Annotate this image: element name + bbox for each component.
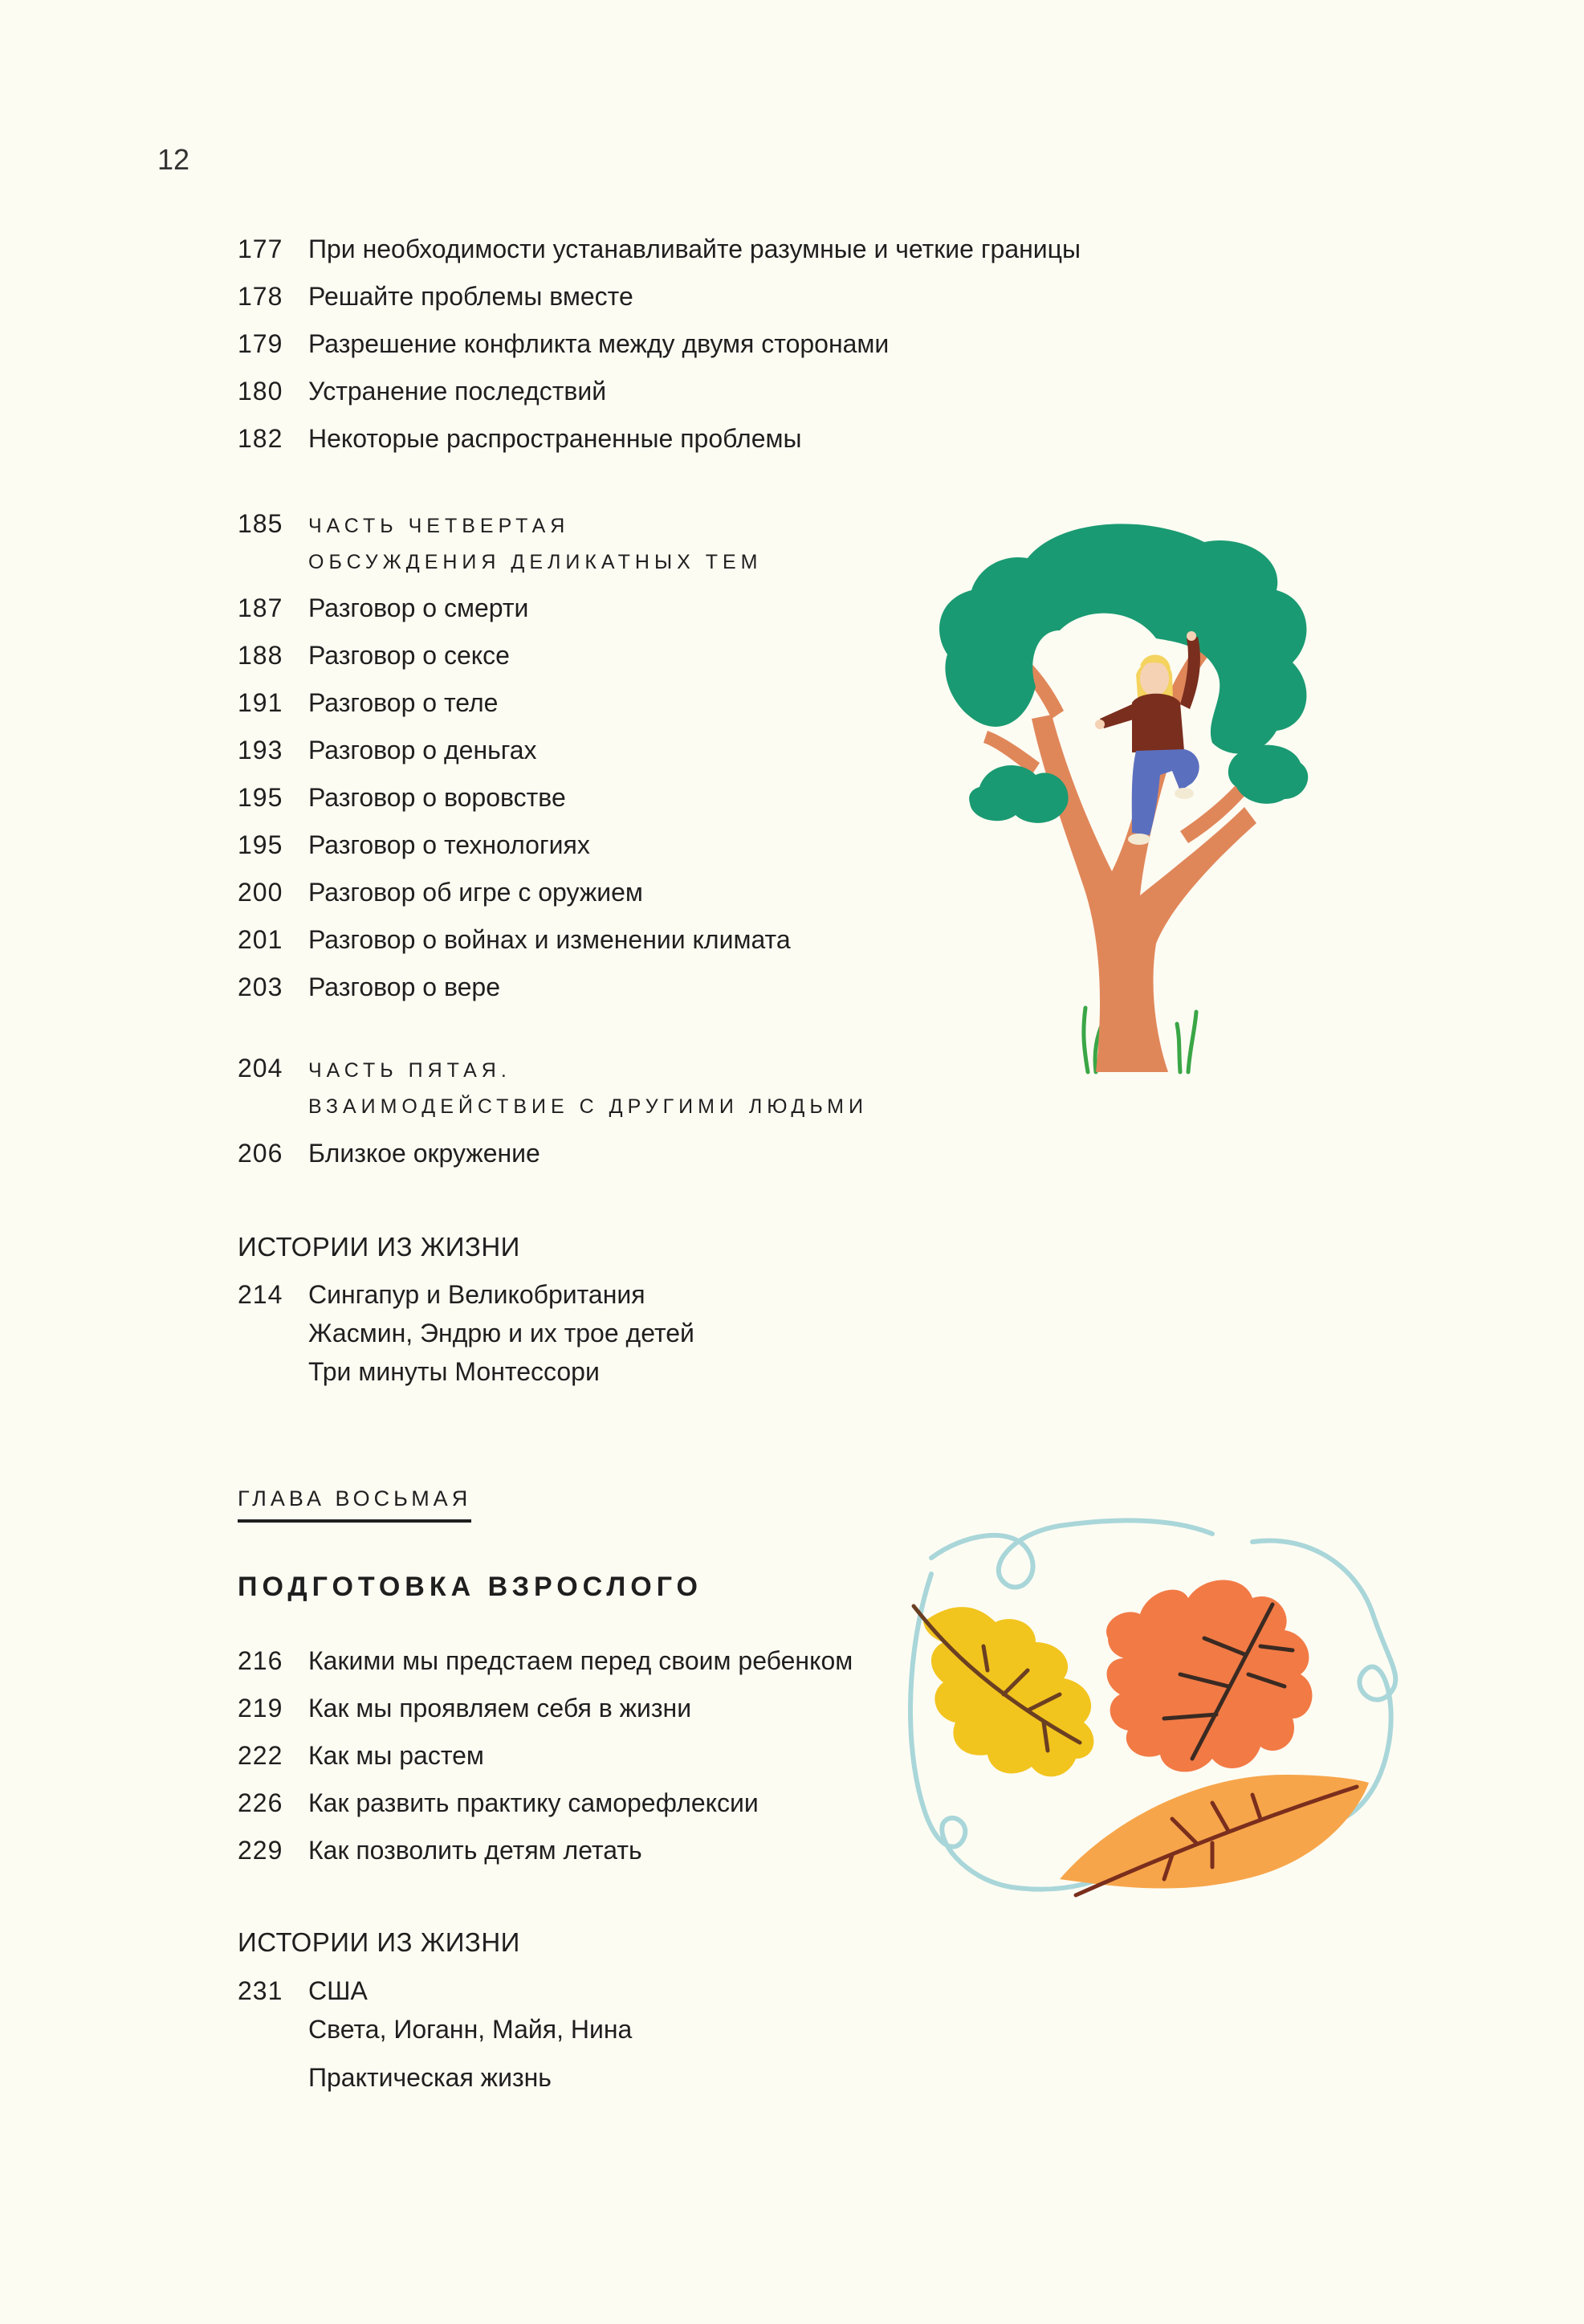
toc-entry: 201 Разговор о войнах и изменении климата — [238, 925, 791, 954]
toc-entry: 229 Как позволить детям летать — [238, 1836, 642, 1865]
toc-entry: 177 При необходимости устанавливайте разумные и четкие границы — [238, 234, 1081, 263]
story-line: Жасмин, Эндрю и их трое детей — [308, 1319, 694, 1348]
part-five-heading: 204 ЧАСТЬ ПЯТАЯ. — [238, 1054, 511, 1082]
leaves-illustration — [907, 1502, 1453, 1951]
stories-heading: ИСТОРИИ ИЗ ЖИЗНИ — [238, 1927, 520, 1957]
yellow-oak-leaf-icon — [914, 1606, 1093, 1776]
toc-entry: 178 Решайте проблемы вместе — [238, 282, 633, 311]
toc-entry: 222 Как мы растем — [238, 1741, 484, 1770]
story-line: Три минуты Монтессори — [308, 1357, 600, 1386]
toc-entry: 200 Разговор об игре с оружием — [238, 878, 643, 907]
toc-entry: 203 Разговор о вере — [238, 972, 500, 1001]
orange-maple-leaf-icon — [1106, 1580, 1312, 1772]
toc-entry: 195 Разговор о воровстве — [238, 783, 566, 812]
orange-long-leaf-icon — [1060, 1775, 1369, 1895]
toc-entry: 179 Разрешение конфликта между двумя сторонами — [238, 329, 890, 358]
chapter-label: ГЛАВА ВОСЬМАЯ — [238, 1486, 471, 1523]
toc-entry: 226 Как развить практику саморефлексии — [238, 1788, 759, 1817]
toc-entry: 180 Устранение последствий — [238, 377, 607, 406]
stories-heading: ИСТОРИИ ИЗ ЖИЗНИ — [238, 1232, 520, 1262]
toc-entry: 219 Как мы проявляем себя в жизни — [238, 1694, 692, 1723]
story-line: Практическая жизнь — [308, 2063, 552, 2092]
toc-entry: 188 Разговор о сексе — [238, 641, 510, 670]
toc-entry: 193 Разговор о деньгах — [238, 736, 537, 764]
part-four-heading: 185 ЧАСТЬ ЧЕТВЕРТАЯ — [238, 509, 570, 538]
toc-entry: 191 Разговор о теле — [238, 688, 499, 717]
child-in-tree — [1095, 631, 1200, 845]
page-number: 12 — [157, 143, 190, 176]
toc-entry: 206 Близкое окружение — [238, 1139, 540, 1168]
toc-entry: 195 Разговор о технологиях — [238, 830, 590, 859]
toc-entry: 182 Некоторые распространенные проблемы — [238, 424, 802, 453]
story-line: Света, Иоганн, Майя, Нина — [308, 2015, 633, 2044]
part-five-subtitle: ВЗАИМОДЕЙСТВИЕ С ДРУГИМИ ЛЮДЬМИ — [308, 1095, 868, 1118]
toc-entry: 214 Сингапур и Великобритания — [238, 1280, 645, 1309]
toc-entry: 231 США — [238, 1976, 368, 2005]
tree-illustration — [939, 518, 1341, 1080]
toc-entry: 216 Какими мы предстаем перед своим ребенком — [238, 1646, 853, 1675]
part-four-subtitle: ОБСУЖДЕНИЯ ДЕЛИКАТНЫХ ТЕМ — [308, 551, 763, 573]
chapter-title: ПОДГОТОВКА ВЗРОСЛОГО — [238, 1572, 702, 1602]
toc-entry: 187 Разговор о смерти — [238, 593, 529, 622]
foliage — [939, 524, 1308, 822]
